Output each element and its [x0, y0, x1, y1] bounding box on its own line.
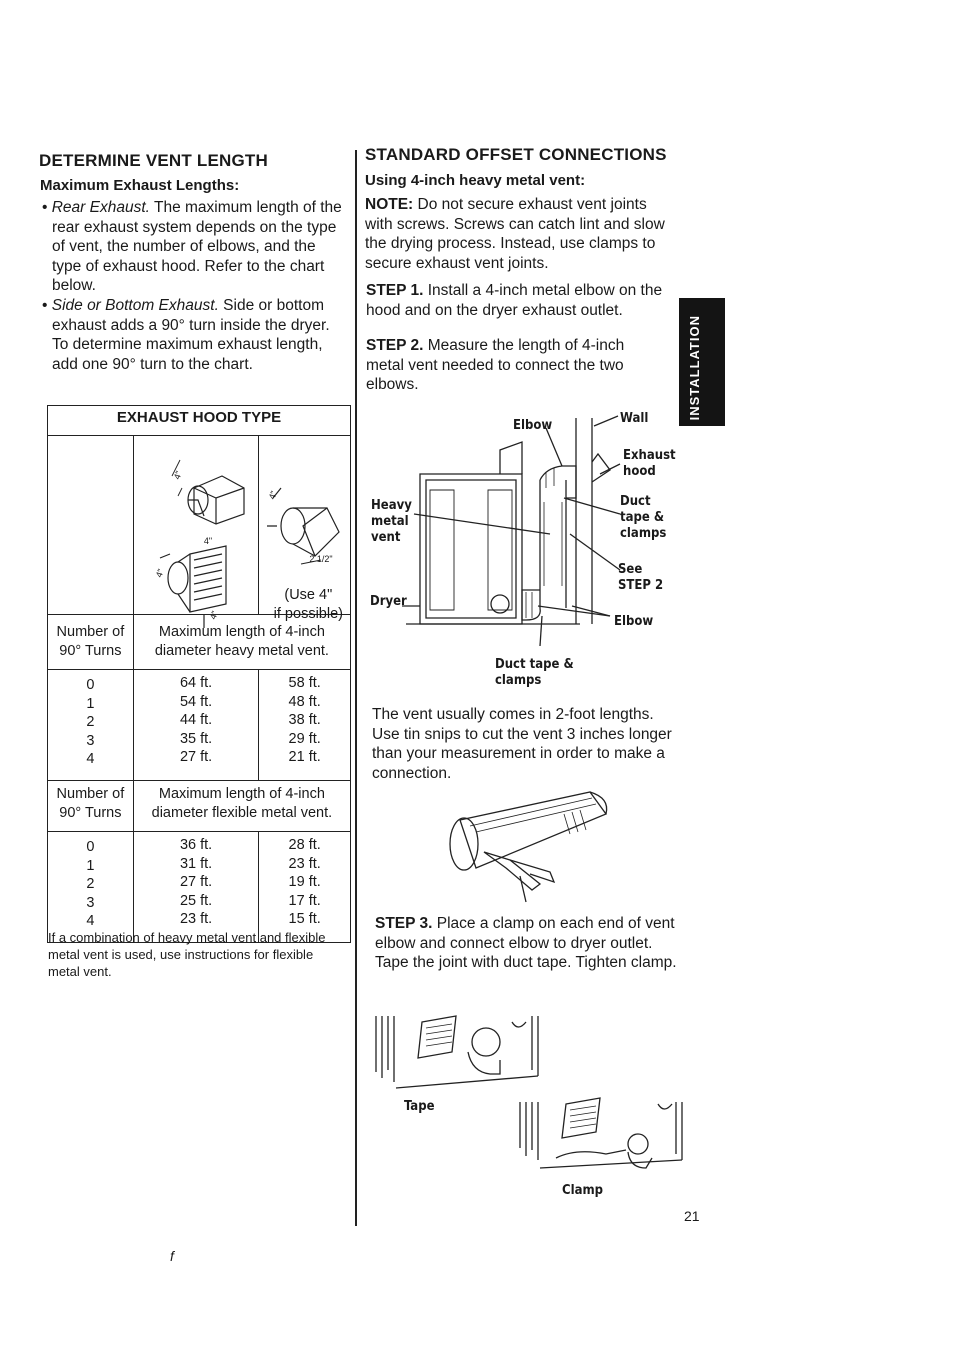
flex-label-line2: diameter flexible metal vent. [151, 804, 333, 821]
label-tape-amp: tape & [620, 510, 665, 525]
note-text: Do not secure exhaust vent joints with screws. Screws can catch lint and slow the drying process. Instead, use clamps to secure exhaust vent joints. [365, 196, 665, 272]
turns-value: 1 [86, 857, 95, 874]
label-step2: STEP 2 [618, 578, 664, 593]
label-duct-tape: Duct tape & [495, 657, 574, 672]
dim-2half-label: 2 1/2" [309, 554, 333, 564]
page-number: 21 [684, 1208, 700, 1224]
length-value: 23 ft. [179, 911, 213, 927]
label-duct: Duct [620, 494, 651, 509]
length-value: 17 ft. [288, 892, 321, 909]
empty-cell [48, 436, 134, 615]
turns-label-line1: Number of [56, 786, 125, 802]
hood-illustrations-svg [134, 436, 260, 614]
note-label: NOTE: [365, 196, 414, 213]
dim-4c-label: 4" [153, 567, 166, 579]
length-value: 54 ft. [179, 693, 213, 710]
stray-mark: f [170, 1248, 174, 1264]
table-footnote: If a combination of heavy metal vent and flexible metal vent is used, use instructions for flexible metal vent. [48, 930, 326, 979]
side-tab-label: INSTALLATION [687, 315, 702, 421]
section-title-offset: STANDARD OFFSET CONNECTIONS [365, 145, 667, 164]
bullet-side-text: Side or bottom exhaust adds a 90° turn inside the dryer. To determine maximum exhaust length, add one 90° turn to the chart. [52, 297, 330, 373]
bullet-rear-text: The maximum length of the rear exhaust system depends on the type of vent, the number of elbows, and the type of exhaust hood. Refer to the chart below. [52, 199, 342, 294]
bullet-rear-label: Rear Exhaust. [51, 199, 150, 216]
hood-flap-cell [259, 436, 351, 622]
label-exhaust: Exhaust [623, 448, 676, 463]
use-4-note: (Use 4" [284, 587, 333, 603]
turns-value: 1 [86, 695, 95, 712]
turns-value: 0 [86, 677, 95, 693]
tape-illustration [372, 1012, 542, 1092]
dim-4-label: 4" [203, 536, 213, 546]
label-elbow-bottom: Elbow [614, 614, 654, 629]
hood-louvered-cell [133, 436, 259, 621]
turns-header-heavy [48, 615, 134, 670]
length-value: 15 ft. [288, 911, 321, 927]
label-dryer: Dryer [370, 594, 407, 609]
label-wall: Wall [620, 411, 649, 426]
length-value: 64 ft. [179, 675, 213, 691]
length-value: 31 ft. [179, 855, 213, 872]
length-value: 48 ft. [288, 693, 321, 710]
length-value: 58 ft. [288, 675, 321, 691]
vent-pipe-cutting-icon [450, 792, 607, 902]
heavy-col2 [259, 670, 351, 781]
length-value: 27 ft. [179, 874, 213, 890]
step3-label: STEP 3. [375, 915, 433, 932]
length-value: 21 ft. [288, 749, 321, 765]
turns-value: 2 [86, 876, 95, 892]
if-possible-note: if possible) [273, 606, 343, 622]
heavy-label-line1: Maximum length of 4-inch [158, 624, 325, 640]
length-value: 29 ft. [288, 730, 321, 747]
bullet-rear-exhaust: • Rear Exhaust. The maximum length of the rear exhaust system depends on the type of vent, the number of elbows, and the type of exhaust hood. Refer to the chart below. [42, 199, 342, 294]
turns-column-heavy [48, 670, 134, 781]
label-tape: Tape [404, 1099, 435, 1114]
turns-value: 0 [86, 839, 95, 855]
dim-4b-label: 4" [171, 469, 184, 481]
exhaust-length-table [47, 405, 351, 943]
turns-label-line2: 90° Turns [59, 804, 122, 821]
turns-value: 2 [86, 714, 95, 730]
label-hood: hood [623, 464, 656, 479]
dim-4e-label: 4" [267, 489, 280, 501]
label-duct-tape-bottom [495, 657, 574, 689]
column-divider [355, 150, 357, 1226]
bullet-side-exhaust: • Side or Bottom Exhaust. Side or bottom exhaust adds a 90° turn inside the dryer. To determine maximum exhaust length, add one 90° turn to the chart. [42, 297, 330, 373]
length-value: 35 ft. [179, 730, 213, 747]
label-clamp: Clamp [562, 1183, 604, 1198]
length-value: 25 ft. [179, 892, 213, 909]
step3-text: Place a clamp on each end of vent elbow and connect elbow to dryer outlet. Tape the joint with duct tape. Tighten clamp. [375, 915, 677, 971]
step1-paragraph [366, 281, 678, 320]
length-value: 23 ft. [288, 855, 321, 872]
label-clamps-bottom: clamps [495, 673, 542, 688]
turns-column-flex [48, 832, 134, 943]
step2-label: STEP 2. [366, 337, 424, 354]
clamp-illustration [516, 1098, 686, 1178]
tape-joint-icon [376, 1016, 538, 1088]
length-value: 19 ft. [288, 874, 321, 890]
step1-label: STEP 1. [366, 282, 424, 299]
length-value: 28 ft. [288, 837, 321, 853]
turns-value: 4 [86, 913, 95, 929]
flex-col2 [259, 832, 351, 943]
label-heavy-metal-vent [371, 498, 412, 546]
label-clamps: clamps [620, 526, 667, 541]
length-value: 44 ft. [179, 712, 213, 728]
length-value: 27 ft. [179, 749, 213, 765]
step1-text: Install a 4-inch metal elbow on the hood and on the dryer exhaust outlet. [366, 282, 663, 319]
step3-paragraph [375, 914, 680, 973]
step2-text: Measure the length of 4-inch metal vent needed to connect the two elbows. [366, 337, 625, 393]
turns-value: 4 [86, 751, 95, 767]
label-see: See [618, 562, 643, 577]
label-vent: vent [371, 530, 401, 545]
label-exhaust-hood [623, 448, 676, 480]
length-value: 38 ft. [288, 712, 321, 728]
dim-4d-label: 4" [207, 609, 220, 621]
label-duct-tape-clamps [620, 494, 666, 542]
label-elbow-top: Elbow [513, 418, 553, 433]
turns-header-flex [48, 781, 134, 832]
section-side-tab [679, 298, 725, 426]
heavy-label-line2: diameter heavy metal vent. [154, 642, 329, 659]
note-paragraph [365, 195, 677, 273]
clamp-joint-icon [520, 1098, 682, 1168]
label-heavy: Heavy [371, 498, 412, 513]
heavy-col1 [133, 670, 259, 781]
label-see-step2 [618, 562, 663, 594]
turns-value: 3 [86, 894, 95, 911]
turns-value: 3 [86, 732, 95, 749]
subtitle-max-exhaust: Maximum Exhaust Lengths: [40, 177, 240, 194]
table-header: EXHAUST HOOD TYPE [48, 406, 351, 436]
flex-col1 [133, 832, 259, 943]
bullet-side-label: Side or Bottom Exhaust. [51, 297, 219, 314]
length-value: 36 ft. [179, 837, 213, 853]
dryer-vent-drawing [402, 416, 620, 646]
label-metal: metal [371, 514, 409, 529]
section-title-vent-length: DETERMINE VENT LENGTH [39, 151, 268, 170]
box-hood-icon [172, 460, 244, 524]
vent-length-paragraph: The vent usually comes in 2-foot lengths. Use tin snips to cut the vent 3 inches longer than your measurement in order to make a connection. [372, 706, 672, 782]
tin-snips-illustration [440, 786, 620, 906]
step2-paragraph [366, 336, 666, 395]
subtitle-heavy-metal: Using 4-inch heavy metal vent: [365, 172, 586, 189]
turns-label-line1: Number of [56, 624, 125, 640]
flex-label-line1: Maximum length of 4-inch [158, 786, 325, 802]
turns-label-line2: 90° Turns [59, 642, 122, 659]
flex-vent-header [133, 781, 350, 832]
